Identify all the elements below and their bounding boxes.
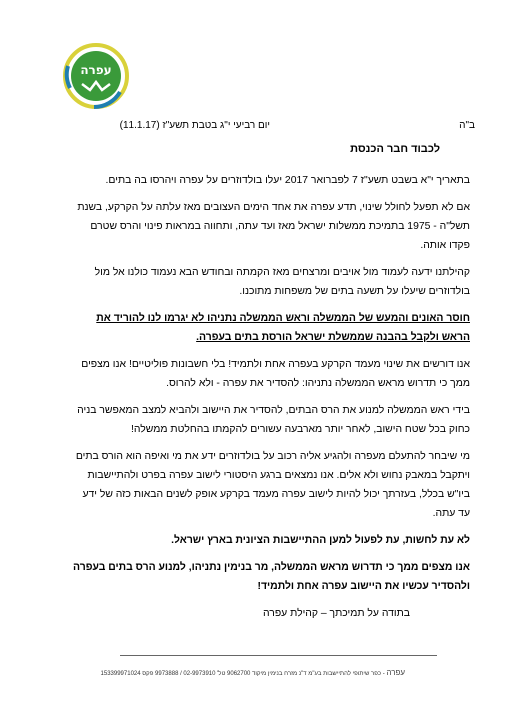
paragraph-4: חוסר האונים והמעש של הממשלה וראש הממשלה נתניהו לא יגרמו לנו להוריד את הראש ולקבל בהבנה שממשלת ישראל הורסת בתים בעפרה.	[96, 313, 470, 343]
footer-divider	[120, 655, 437, 656]
letter-date: יום רביעי י"ג בטבת תשע"ז (11.1.17)	[119, 120, 270, 131]
letter-body	[72, 140, 470, 631]
ofra-logo	[60, 40, 132, 120]
paragraph-3: קהילתנו ידעה לעמוד מול אויבים ומרצחים מאז הקמתה ובחודש הבא נעמוד כולנו אל מול בולדוזרים שיעלו על תשעה בתים של משפחות מתוכנו.	[94, 267, 470, 297]
bh-mark: ב"ה	[459, 120, 475, 131]
paragraph-1: בתאריך י"א בשבט תשע"ז 7 לפברואר 2017 יעלו בולדוזרים על עפרה ויהרסו בה בתים.	[105, 175, 470, 186]
paragraph-9: אנו מצפים ממך כי תדרוש מראש הממשלה, מר בנימין נתניהו, למנוע הרס בתים בעפרה ולהסדיר עכשיו את היישוב עפרה אחת ולתמיד!	[73, 562, 470, 592]
paragraph-7: מי שיבחר להתעלם מעפרה ולהגיע אליה רכוב על בולדוזרים ידע את מי ואיפה הוא הורס בתים ויתקבל במאבק נחוש ולא אלים. אנו נמצאים ברגע היסטורי לישוב עפרה בפרט ולהתיישבות ביו"ש בכלל, בעזרתך יכול להיות לישוב עפרה מעמד בקרקע אופק לשנים הבאות כזה של ידע עד עתה.	[75, 451, 470, 519]
salutation: לכבוד חבר הכנסת	[350, 143, 440, 155]
paragraph-2: אם לא תפעל לחולל שינוי, תדע עפרה את אחד הימים העצובים מאז עלתה על הקרקע, בשנת תשל"ה - 1975 בתמיכת ממשלות ישראל מאז ועד עתה, ותחווה במראות פינוי והרס שטרם פקדו אותה.	[77, 202, 470, 251]
letter-footer	[100, 668, 405, 677]
footer-org: עפרה	[386, 668, 405, 677]
paragraph-8: לא עת לחשות, עת לפעול למען ההתיישבות הציונית בארץ ישראל.	[171, 535, 470, 546]
paragraph-5: אנו דורשים את שינוי מעמד הקרקע בעפרה אחת ולתמיד! בלי חשבונות פוליטיים! אנו מצפים ממך כי תדרוש מראש הממשלה נתניהו: להסדיר את עפרה - ולא להרוס.	[81, 359, 470, 389]
paragraph-6: בידי ראש הממשלה למנוע את הרס הבתים, להסדיר את היישוב ולהביא למצב המאפשר בניה כחוק בכל שטח הישוב, לאחר יותר מארבעה עשורים להקמתו בהחלטת ממשלה!	[77, 405, 470, 435]
letter-header	[85, 120, 475, 136]
signature: בתודה על תמיכתך – קהילת עפרה	[263, 608, 410, 619]
logo-text: עפרה	[80, 63, 112, 77]
footer-details: - כפר שיתופי להתיישבות בע"מ ד"נ מזרח בנימין מיקוד 9062700 טל' 02-9973910 / 9973888 פקס 153399971024	[100, 671, 385, 677]
